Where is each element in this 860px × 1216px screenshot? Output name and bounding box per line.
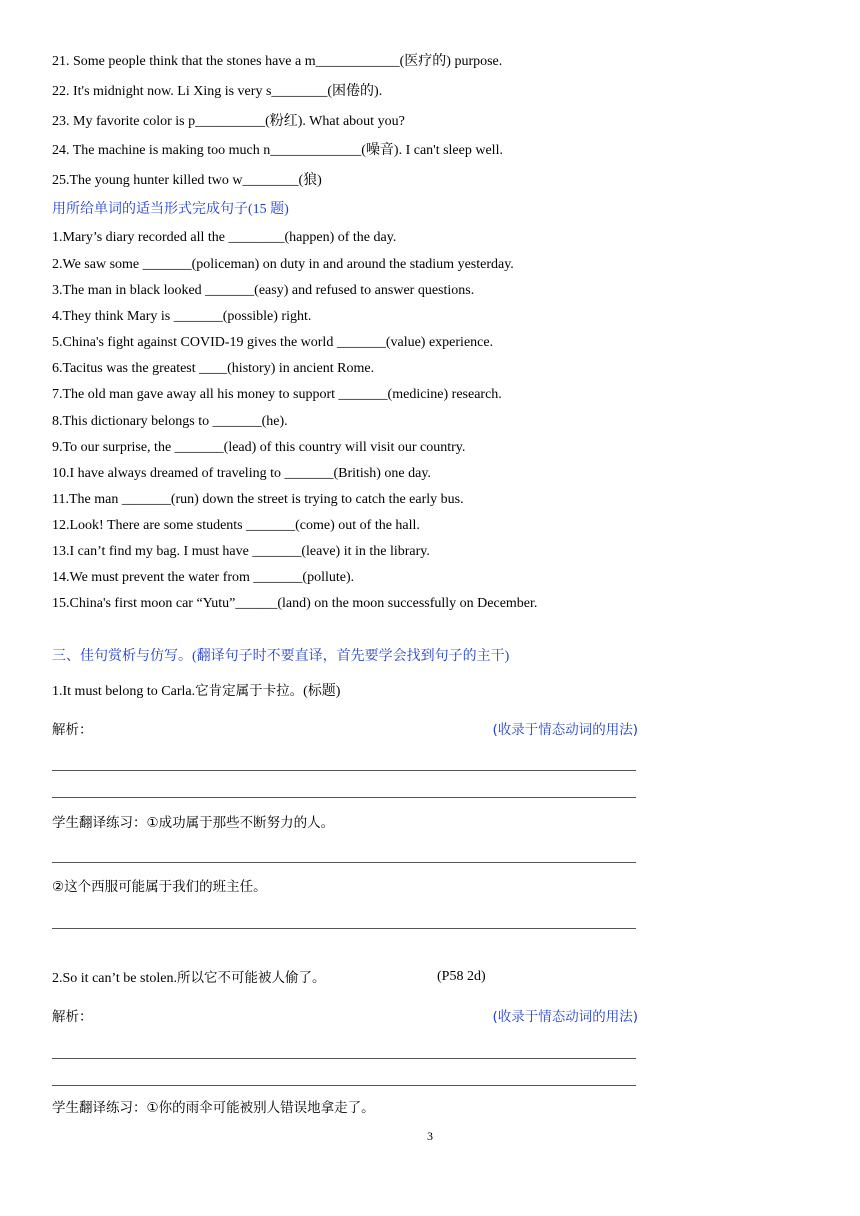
word-form-item-14: 14.We must prevent the water from _______(pollute). <box>52 570 355 585</box>
word-form-item-6: 6.Tacitus was the greatest ____(history) in ancient Rome. <box>52 361 375 376</box>
answer-line[interactable] <box>52 928 636 929</box>
sentence-1 <box>52 682 340 701</box>
word-form-item-5: 5.China's fight against COVID-19 gives the world _______(value) experience. <box>52 335 494 350</box>
answer-line[interactable] <box>52 1085 636 1086</box>
vocab-item-22: 22. It's midnight now. Li Xing is very s________(困倦的). <box>52 84 383 99</box>
sentence-2-ref: (P58 2d) <box>437 969 486 984</box>
word-form-item-1: 1.Mary’s diary recorded all the ________(happen) of the day. <box>52 230 397 245</box>
answer-line[interactable] <box>52 1058 636 1059</box>
vocab-item-25: 25.The young hunter killed two w________(狼) <box>52 173 322 188</box>
word-form-item-13: 13.I can’t find my bag. I must have _______(leave) it in the library. <box>52 544 430 559</box>
word-form-item-8: 8.This dictionary belongs to _______(he). <box>52 414 288 429</box>
answer-line[interactable] <box>52 770 636 771</box>
sentence-1-en: 1.It must belong to Carla. <box>52 684 196 699</box>
sentence-2-zh: 所以它不可能被人偷了。 <box>176 970 326 986</box>
analysis-label-2: 解析： <box>52 1009 93 1025</box>
practice-1-1: 学生翻译练习：①成功属于那些不断努力的人。 <box>52 815 335 831</box>
analysis-note-2: (收录于情态动词的用法) <box>492 1009 638 1025</box>
analysis-note-1: (收录于情态动词的用法) <box>492 722 638 738</box>
practice-1-2: ②这个西服可能属于我们的班主任。 <box>52 879 267 895</box>
practice-2-1: 学生翻译练习：①你的雨伞可能被别人错误地拿走了。 <box>52 1100 375 1116</box>
vocab-item-23: 23. My favorite color is p__________(粉红). What about you? <box>52 114 405 129</box>
word-form-item-12: 12.Look! There are some students _______(come) out of the hall. <box>52 518 420 533</box>
answer-line[interactable] <box>52 797 636 798</box>
sentence-1-ref: (标题) <box>303 684 341 699</box>
word-form-item-11: 11.The man _______(run) down the street is trying to catch the early bus. <box>52 492 464 507</box>
sentence-2 <box>52 969 325 988</box>
word-form-item-10: 10.I have always dreamed of traveling to _______(British) one day. <box>52 466 431 481</box>
answer-line[interactable] <box>52 862 636 863</box>
section-three-title: 三、佳句赏析与仿写。(翻译句子时不要直译，首先要学会找到句子的主干) <box>52 649 510 664</box>
vocab-item-21: 21. Some people think that the stones have a m____________(医疗的) purpose. <box>52 54 503 69</box>
analysis-label-1: 解析： <box>52 722 93 738</box>
page-number: 3 <box>427 1129 433 1143</box>
word-form-item-3: 3.The man in black looked _______(easy) and refused to answer questions. <box>52 283 475 298</box>
word-form-item-15: 15.China's first moon car “Yutu”______(land) on the moon successfully on December. <box>52 596 538 611</box>
word-form-item-7: 7.The old man gave away all his money to support _______(medicine) research. <box>52 387 502 402</box>
sentence-1-zh: 它肯定属于卡拉。 <box>195 683 304 699</box>
sentence-2-en: 2.So it can’t be stolen. <box>52 971 177 986</box>
word-form-item-2: 2.We saw some _______(policeman) on duty in and around the stadium yesterday. <box>52 257 514 272</box>
vocab-item-24: 24. The machine is making too much n_____________(噪音). I can't sleep well. <box>52 143 503 158</box>
word-forms-section-title: 用所给单词的适当形式完成句子(15 题) <box>52 202 289 217</box>
word-form-item-9: 9.To our surprise, the _______(lead) of this country will visit our country. <box>52 440 466 455</box>
word-form-item-4: 4.They think Mary is _______(possible) right. <box>52 309 312 324</box>
